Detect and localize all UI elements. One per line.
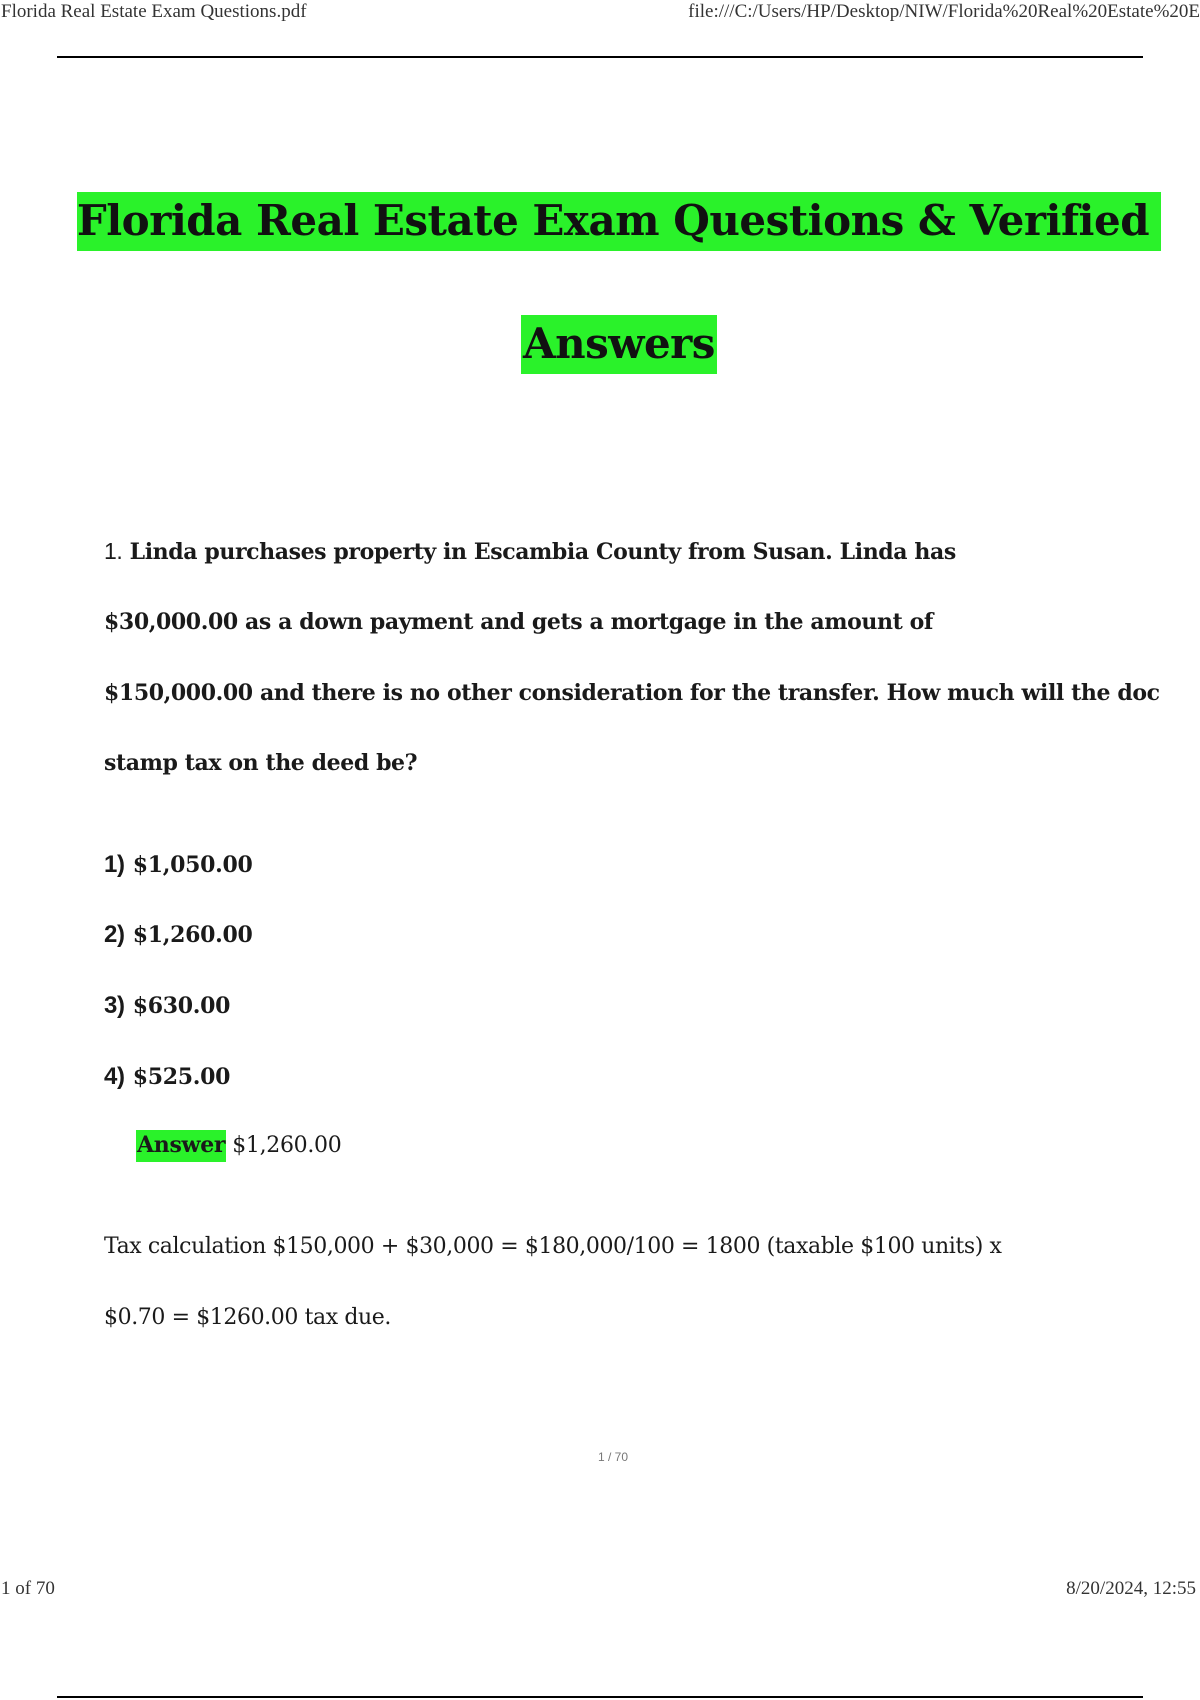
footer-divider [57,1696,1143,1698]
document-title-line-2 [0,319,1200,368]
question-text-line-4: stamp tax on the deed be? [104,750,418,776]
answer-row [136,1132,341,1158]
explanation-line-2: $0.70 = $1260.00 tax due. [104,1305,391,1330]
option-2-number: 2) [104,921,125,948]
option-1 [104,851,253,879]
print-header-filename: Florida Real Estate Exam Questions.pdf [1,1,307,22]
answer-label: Answer [136,1130,226,1162]
option-1-text: $1,050.00 [132,852,253,878]
question-number: 1. [104,538,123,564]
title-highlight-2: Answers [521,315,717,374]
question-text-line-2: $30,000.00 as a down payment and gets a mortgage in the amount of [104,609,933,635]
option-3-number: 3) [104,992,125,1019]
header-divider [57,56,1143,58]
print-footer-datetime: 8/20/2024, 12:55 [1066,1578,1196,1599]
question-text-line-3: $150,000.00 and there is no other consideration for the transfer. How much will the doc [104,680,1160,706]
option-2 [104,921,253,949]
option-3 [104,992,230,1020]
option-1-number: 1) [104,851,125,878]
title-highlight-1: Florida Real Estate Exam Questions & Verified [77,192,1161,251]
answer-value: $1,260.00 [232,1133,342,1158]
print-footer-page: 1 of 70 [1,1578,55,1599]
option-3-text: $630.00 [132,993,231,1019]
question-line [104,538,956,565]
option-4-number: 4) [104,1063,125,1090]
print-header-url: file:///C:/Users/HP/Desktop/NIW/Florida%20Real%20Estate%20E [688,1,1200,22]
question-text-line-1: Linda purchases property in Escambia County from Susan. Linda has [129,539,956,565]
option-4 [104,1063,230,1091]
option-2-text: $1,260.00 [132,922,253,948]
document-title-line-1 [0,196,1200,245]
option-4-text: $525.00 [132,1064,231,1090]
explanation-line-1: Tax calculation $150,000 + $30,000 = $180,000/100 = 1800 (taxable $100 units) x [104,1234,1002,1259]
page-counter: 1 / 70 [597,1450,629,1464]
